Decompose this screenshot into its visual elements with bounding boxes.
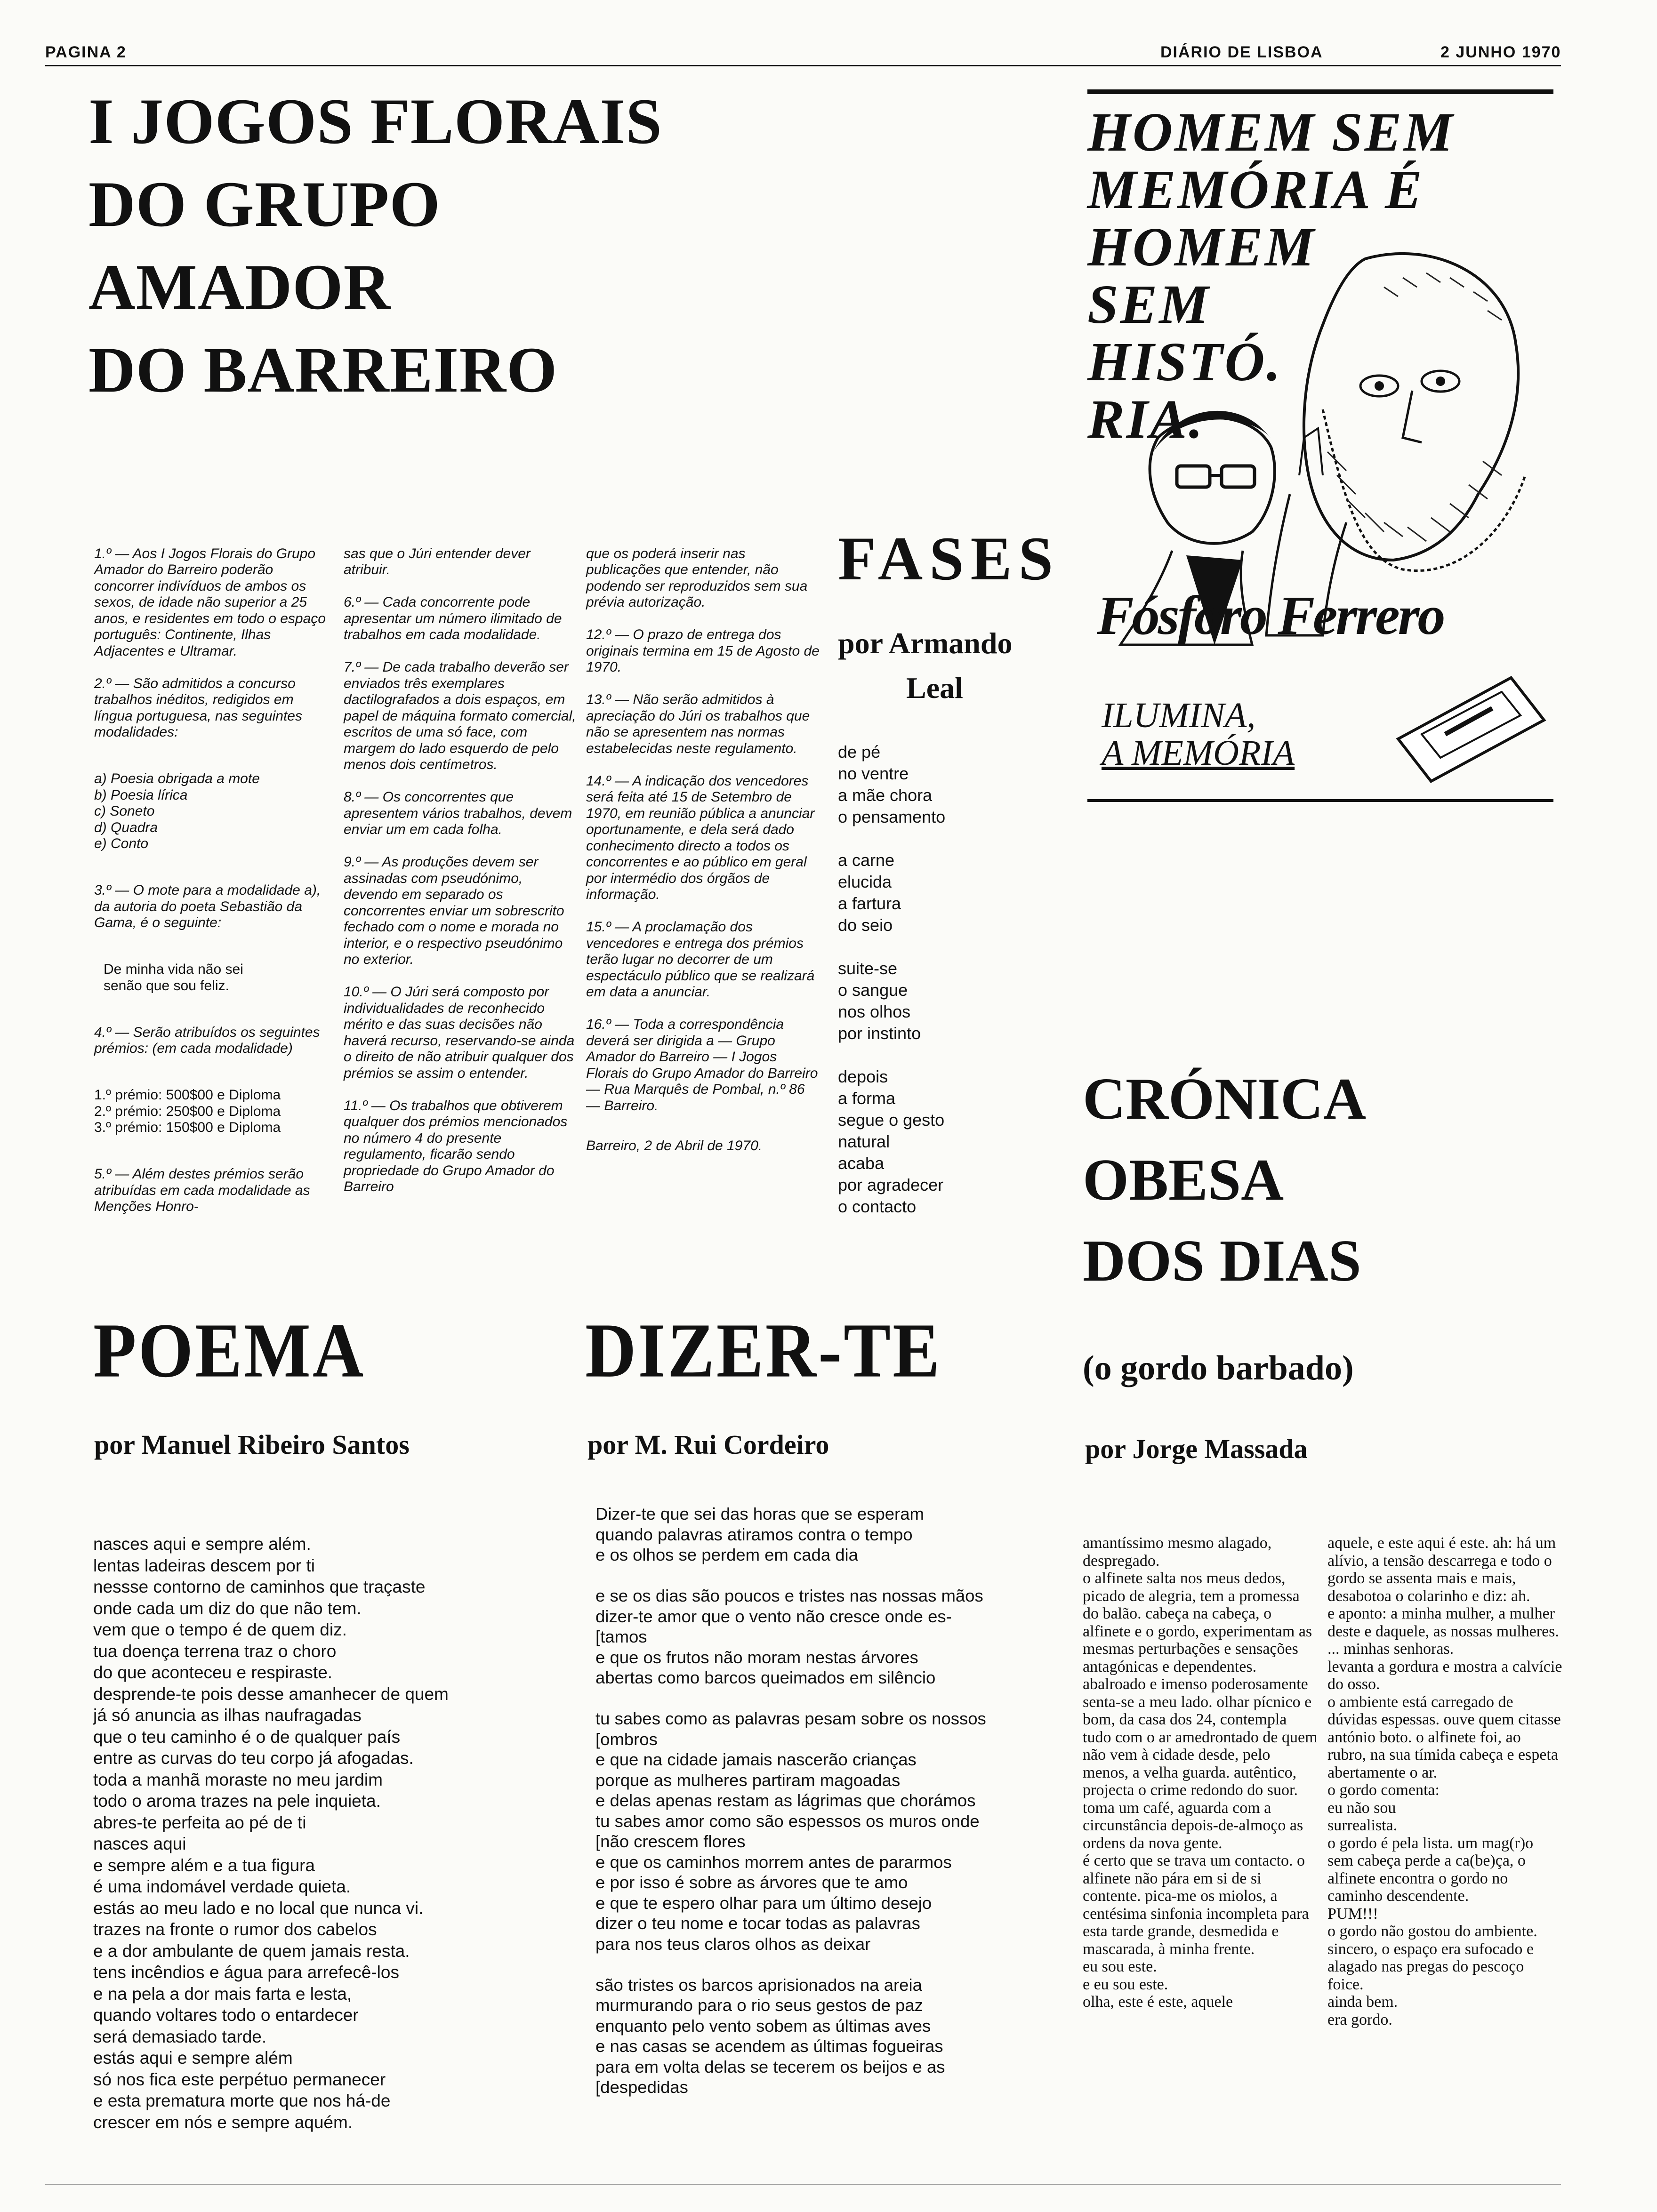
dizer-byline: por M. Rui Cordeiro (587, 1429, 829, 1460)
rule-10: 10.º — O Júri será composto por individualidades de reconhecido mérito e das suas decisões não haverá recurso, reservando-se ainda o direito de não atribuir qualquer dos prémios se assim o entender. (344, 984, 575, 1081)
ad-headline-line-2: MEMÓRIA É (1087, 159, 1424, 220)
ad-headline-line-1: HOMEM SEM (1087, 101, 1455, 163)
rule-14: 14.º — A indicação dos vencedores será feita até 15 de Setembro de 1970, em reunião pública a anunciar oportunamente, e dela será dado conhecimento directo a todos os concorrentes e ao público em geral por intermédio dos órgãos de informação. (586, 773, 815, 902)
cronica-title-line-1: CRÓNICA (1083, 1066, 1367, 1132)
fases-byline-1: por Armando (838, 626, 1013, 660)
rule-7: 7.º — De cada trabalho deverão ser enviados três exemplares dactilografados a dois espaços, em papel de máquina formato comercial, escritos de uma só face, com margem do lado esquerdo de pelo menos dois centímetros. (344, 659, 576, 772)
brand-logo: Fósforo Ferrero (1097, 585, 1444, 646)
rule-5: 5.º — Além destes prémios serão atribuídas em cada modalidade as Menções Honro- (94, 1166, 310, 1214)
ferrero-advertisement (1087, 89, 1558, 809)
cronica-title (1083, 1059, 1366, 1302)
dateline: Barreiro, 2 de Abril de 1970. (586, 1138, 763, 1154)
rule-9: 9.º — As produções devem ser assinadas com pseudónimo, devendo em separado os concorrentes enviar um sobrescrito fechado com o nome e morada no interior, e o respectivo pseudónimo no exterior. (344, 854, 564, 967)
jogos-title (88, 80, 662, 411)
rule-8: 8.º — Os concorrentes que apresentem vários trabalhos, devem enviar um em cada folha. (344, 789, 572, 837)
rule-2: 2.º — São admitidos a concurso trabalhos inéditos, redigidos em língua portuguesa, nas seguintes modalidades: (94, 675, 302, 740)
ad-slogan (1102, 697, 1295, 772)
jogos-title-line-3: AMADOR (88, 251, 391, 323)
jogos-title-line-4: DO BARREIRO (88, 334, 558, 406)
ad-top-rule (1087, 89, 1553, 94)
cronica-subtitle: (o gordo barbado) (1083, 1349, 1354, 1387)
jogos-title-line-1: I JOGOS FLORAIS (88, 85, 662, 157)
rule-3: 3.º — O mote para a modalidade a), da autoria do poeta Sebastião da Gama, é o seguinte: (94, 882, 321, 930)
dizer-text: Dizer-te que sei das horas que se esperam quando palavras atiramos contra o tempo e os olhos se perdem em cada dia e se os dias são poucos e tristes nas nossas mãos dizer-te amor que o vento não cresce onde es- [tamos e que os frutos não moram nestas árvores abertas como barcos queimados em silêncio tu sabes como as palavras pesam sobre os nossos [ombros e que na cidade jamais nascerão crianças porque as mulheres partiram magoadas e delas apenas restam as lágrimas que chorámos tu sabes amor como são espessos os muros onde [não crescem flores e que os caminhos morrem antes de pararmos e por isso é sobre as árvores que te amo e que te espero olhar para um último desejo dizer o teu nome e tocar todas as palavras para nos teus claros olhos as deixar são tristes os barcos aprisionados na areia murmurando para o rio seus gestos de paz enquanto pelo vento sobem as últimas aves e nas casas se acendem as últimas fogueiras para em volta delas se tecerem os beijos e as [despedidas (595, 1504, 986, 2097)
fases-title: FASES (838, 524, 1060, 593)
poema-byline: por Manuel Ribeiro Santos (94, 1429, 410, 1460)
rule-16: 16.º — Toda a correspondência deverá ser dirigida a — Grupo Amador do Barreiro — I Jogos Florais do Grupo Amador do Barreiro — Rua Marquês de Pombal, n.º 86 — Barreiro. (586, 1017, 818, 1114)
cronica-title-line-2: OBESA (1083, 1147, 1284, 1213)
jogos-column-1 (94, 529, 330, 1231)
rule-11-cont: que os poderá inserir nas publicações que entender, não podendo ser reproduzidos sem sua prévia autorização. (586, 545, 808, 610)
header-rule (45, 65, 1561, 66)
rule-12: 12.º — O prazo de entrega dos originais termina em 15 de Agosto de 1970. (586, 627, 820, 675)
jogos-title-line-2: DO GRUPO (88, 168, 441, 240)
poema-title: POEMA (93, 1307, 366, 1394)
rule-5-cont: sas que o Júri entender dever atribuir. (344, 545, 531, 577)
cronica-column-1: amantíssimo mesmo alagado, despregado. o alfinete salta nos meus dedos, picado de alegria, tem a promessa do balão. cabeça na cabeça, o alfinete e o gordo, experimentam as mesmas perturbações e sensações antagónicas e dependentes. abalroado e imenso poderosamente senta-se a meu lado. olhar pícnico e bom, da casa dos 24, contempla tudo com o ar amedrontado de quem não vem à cidade desde, pelo menos, a velha guarda. autêntico, projecta o crime redondo do suor. toma um café, aguarda com a circunstância depois-de-almoço as ordens da nova gente. é certo que se trava um contacto. o alfinete não pára em si de si contente. pica-me os miolos, a centésima sinfonia incompleta para esta tarde grande, desmedida e mascarada, à minha frente. eu sou este. e eu sou este. olha, este é este, aquele (1083, 1534, 1318, 2011)
ad-headline-line-3: HOMEM (1087, 216, 1316, 278)
modalities-list: a) Poesia obrigada a mote b) Poesia lírica c) Soneto d) Quadra e) Conto (94, 771, 260, 851)
rule-1: 1.º — Aos I Jogos Florais do Grupo Amador do Barreiro poderão concorrer indivíduos de ambos os sexos, de idade não superior a 25 anos, e residentes em todo o espaço português: Continente, Ilhas Adjacentes e Ultramar. (94, 545, 326, 659)
rule-13: 13.º — Não serão admitidos à apreciação do Júri os trabalhos que não se apresentem nas normas estabelecidas neste regulamento. (586, 692, 810, 756)
poema-text: nasces aqui e sempre além. lentas ladeiras descem por ti nessse contorno de caminhos que traçaste onde cada um diz do que não tem. vem que o tempo é de quem diz. tua doença terrena traz o choro do que aconteceu e respiraste. desprende-te pois desse amanhecer de quem já só anuncia as ilhas naufragadas que o teu caminho é o de qualquer país entre as curvas do teu corpo já afogadas. toda a manhã moraste no meu jardim todo o aroma trazes na pele inquieta. abres-te perfeita ao pé de ti nasces aqui e sempre além e a tua figura é uma indomável verdade quieta. estás ao meu lado e no local que nunca vi. trazes na fronte o rumor dos cabelos e a dor ambulante de quem jamais resta. tens incêndios e água para arrefecê-los e na pela a dor mais farta e lesta, quando voltares todo o entardecer será demasiado tarde. estás aqui e sempre além só nos fica este perpétuo permanecer e esta prematura morte que nos há-de crescer em nós e sempre aquém. (93, 1534, 449, 2132)
rule-4: 4.º — Serão atribuídos os seguintes prémios: (em cada modalidade) (94, 1024, 320, 1056)
jogos-column-2 (344, 529, 579, 1211)
mote-text: De minha vida não sei senão que sou feliz. (104, 962, 243, 994)
rule-11: 11.º — Os trabalhos que obtiverem qualquer dos prémios mencionados no número 4 do presente regulamento, ficarão sendo propriedade do Grupo Amador do Barreiro (344, 1098, 568, 1194)
page-number: PAGINA 2 (45, 43, 127, 61)
fases-byline-2: Leal (906, 671, 963, 705)
ad-headline-line-5: HISTÓ. (1087, 331, 1283, 393)
ad-slogan-line-2: A MEMÓRIA (1102, 733, 1295, 773)
cronica-column-2: aquele, e este aqui é este. ah: há um alívio, a tensão descarrega e todo o gordo se assenta mais e mais, desabotoa o colarinho e diz: ah. e aponto: a minha mulher, a mulher deste e daquele, as nossas mulheres. ... minhas senhoras. levanta a gordura e mostra a calvície do osso. o ambiente está carregado de dúvidas espessas. ouve quem citasse antónio boto. o alfinete foi, ao rubro, na sua tímida cabeça e espeta abertamente o ar. o gordo comenta: eu não sou surrealista. o gordo é pela lista. um mag(r)o sem cabeça perde a ca(be)ça, o alfinete encontra o gordo no caminho descendente. PUM!!! o gordo não gostou do ambiente. sincero, o espaço era sufocado e alagado nas pregas do pescoço foice. ainda bem. era gordo. (1327, 1534, 1562, 2028)
dizer-title: DIZER-TE (585, 1307, 942, 1394)
matchbox-icon (1389, 668, 1553, 786)
rule-6: 6.º — Cada concorrente pode apresentar um número ilimitado de trabalhos em cada modalidade. (344, 594, 562, 642)
rule-15: 15.º — A proclamação dos vencedores e entrega dos prémios terão lugar no decorrer de um espectáculo público que se realizará em data a anunciar. (586, 919, 815, 1000)
jogos-column-3 (586, 529, 821, 1170)
cronica-title-line-3: DOS DIAS (1083, 1228, 1361, 1294)
newspaper-name: DIÁRIO DE LISBOA (1160, 43, 1323, 61)
cronica-byline: por Jorge Massada (1085, 1434, 1308, 1464)
prizes-list: 1.º prémio: 500$00 e Diploma 2.º prémio: 250$00 e Diploma 3.º prémio: 150$00 e Diploma (94, 1087, 281, 1135)
issue-date: 2 JUNHO 1970 (1440, 43, 1561, 61)
ad-slogan-line-1: ILUMINA, (1102, 696, 1256, 735)
page-bottom-rule (45, 2184, 1561, 2185)
ad-bottom-rule (1087, 799, 1553, 802)
ad-headline-line-4: SEM (1087, 273, 1211, 335)
ad-headline-line-6: RIA. (1087, 388, 1205, 450)
fases-poem: de pé no ventre a mãe chora o pensamento a carne elucida a fartura do seio suite-se o sangue nos olhos por instinto depois a forma segue o gesto natural acaba por agradecer o contacto (838, 742, 946, 1216)
